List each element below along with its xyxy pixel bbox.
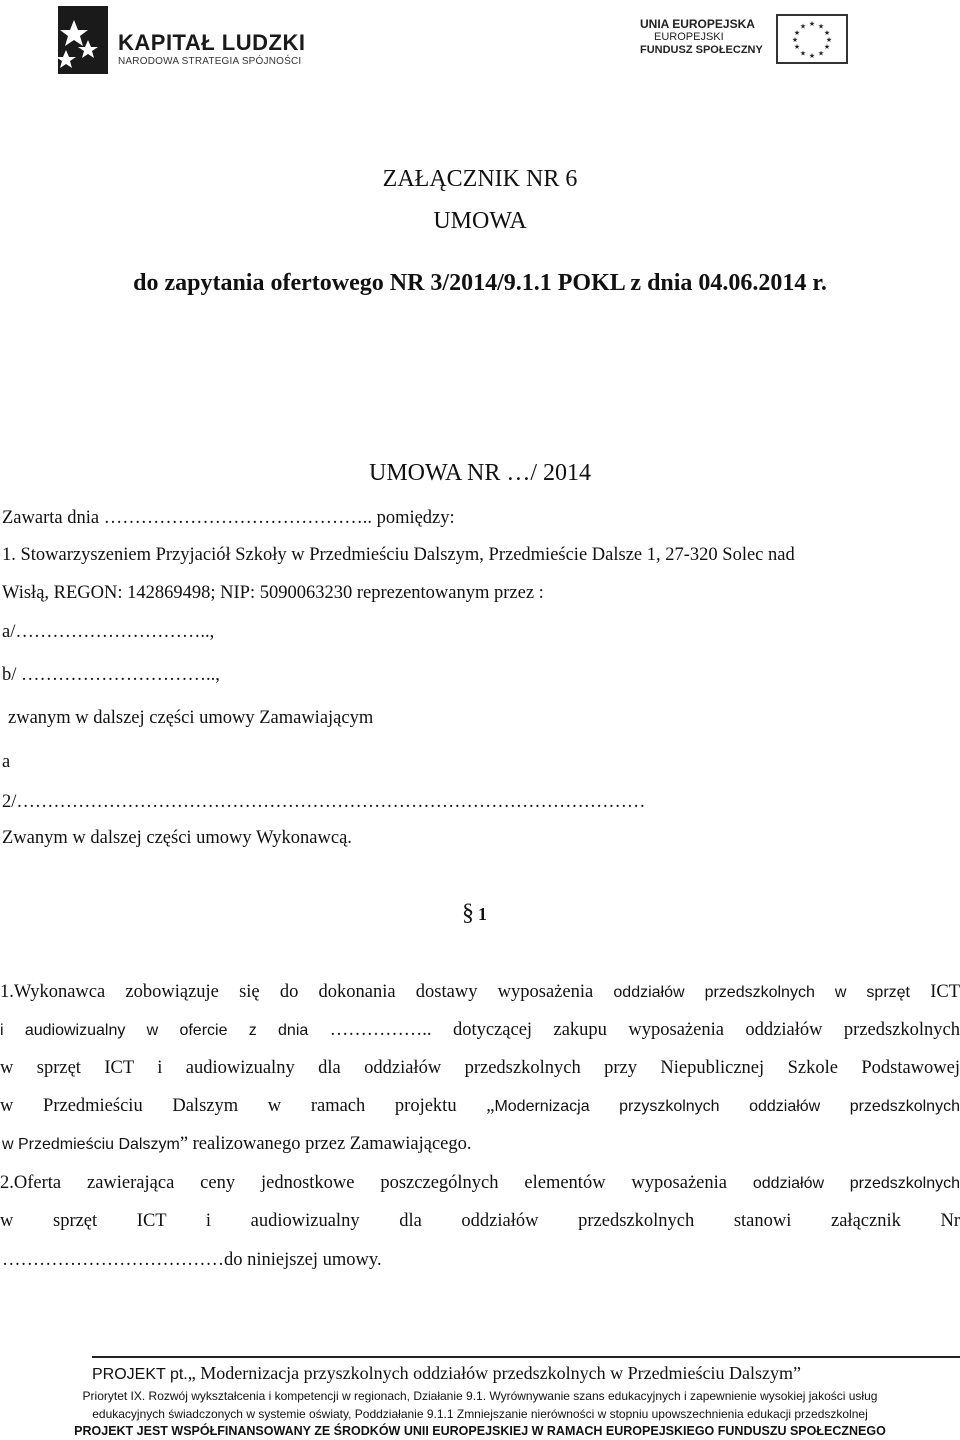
body-line-2: i audiowizualny w ofercie z dnia …………….. dotyczącej zakupu wyposażenia oddziałów przedszkolnych xyxy=(0,1020,960,1040)
eu-logo-line3: FUNDUSZ SPOŁECZNY xyxy=(640,44,763,56)
body-line-4: w Przedmieściu Dalszym w ramach projektu „Modernizacja przyszkolnych oddziałów przedszkolnych xyxy=(0,1096,960,1116)
contract-number: UMOWA NR …/ 2014 xyxy=(368,460,591,486)
body-line-1: 1.Wykonawca zobowiązuje się do dokonania dostawy wyposażenia oddziałów przedszkolnych w sprzęt ICT xyxy=(0,982,960,1002)
body-line-6: 2.Oferta zawierająca ceny jednostkowe poszczególnych elementów wyposażenia oddziałów przedszkolnych xyxy=(0,1173,960,1193)
svg-text:★: ★ xyxy=(799,22,807,31)
representative-b: b/ ………………………….., xyxy=(2,665,220,685)
eu-logo xyxy=(640,14,940,70)
body-line-3: w sprzęt ICT i audiowizualny dla oddziałów przedszkolnych przy Niepublicznej Szkole Podstawowej xyxy=(0,1058,960,1078)
footer-cofinancing-line: PROJEKT JEST WSPÓŁFINANSOWANY ZE ŚRODKÓW UNII EUROPEJSKIEJ W RAMACH EUROPEJSKIEGO FUNDUSZU SPOŁECZNEGO xyxy=(74,1424,886,1438)
svg-text:★: ★ xyxy=(808,20,816,28)
eu-logo-line1: UNIA EUROPEJSKA xyxy=(640,17,755,31)
footer-priority-line: Priorytet IX. Rozwój wykształcenia i kompetencji w regionach, Działanie 9.1. Wyrównywanie szans edukacyjnych i zapewnienie wysokiej jakości usług xyxy=(82,1389,878,1403)
section-heading xyxy=(462,900,487,927)
representative-a: a/………………………….., xyxy=(2,622,215,642)
svg-text:★: ★ xyxy=(817,22,825,31)
footer-divider xyxy=(92,1356,960,1358)
footer-project-line: PROJEKT pt.„ Modernizacja przyszkolnych oddziałów przedszkolnych w Przedmieściu Dalszym” xyxy=(92,1363,802,1383)
eu-logo-text xyxy=(640,18,763,57)
party2-line: 2/………………………………………………………………………………………… xyxy=(2,792,646,812)
svg-text:★: ★ xyxy=(799,49,807,58)
kapital-ludzki-title: KAPITAŁ LUDZKI xyxy=(118,30,306,55)
concluded-on-line: Zawarta dnia …………………………………….. pomiędzy: xyxy=(2,508,455,528)
eu-logo-line2: EUROPEJSKI xyxy=(654,31,724,43)
svg-text:★: ★ xyxy=(823,29,831,37)
body-line-8: ………………………………do niniejszej umowy. xyxy=(2,1250,382,1270)
svg-text:★: ★ xyxy=(793,43,801,51)
contractor-label: Zwanym w dalszej części umowy Wykonawcą. xyxy=(2,828,352,848)
party1-line1: 1. Stowarzyszeniem Przyjaciół Szkoły w Przedmieściu Dalszym, Przedmieście Dalsze 1, 27-320 Solec nad xyxy=(2,545,795,565)
contract-title: UMOWA xyxy=(433,208,527,234)
body-line-5: w Przedmieściu Dalszym” realizowanego przez Zamawiającego. xyxy=(2,1134,472,1154)
section-number: 1 xyxy=(478,904,487,924)
kapital-ludzki-subtitle: NARODOWA STRATEGIA SPÓJNOŚCI xyxy=(118,56,302,67)
section-symbol: § xyxy=(462,900,474,926)
party1-line2: Wisłą, REGON: 142869498; NIP: 5090063230 reprezentowanym przez : xyxy=(2,583,544,603)
svg-text:★: ★ xyxy=(825,36,833,44)
eu-flag-icon xyxy=(776,14,848,64)
ordering-party-label: zwanym w dalszej części umowy Zamawiającym xyxy=(8,708,374,728)
svg-text:★: ★ xyxy=(808,52,816,60)
kapital-ludzki-emblem-icon xyxy=(44,6,110,76)
svg-text:★: ★ xyxy=(793,29,801,37)
body-line-7: w sprzęt ICT i audiowizualny dla oddziałów przedszkolnych stanowi załącznik Nr xyxy=(0,1211,960,1231)
svg-text:★: ★ xyxy=(817,49,825,58)
annex-title: ZAŁĄCZNIK NR 6 xyxy=(382,166,578,192)
and-connector: a xyxy=(2,752,11,772)
inquiry-reference: do zapytania ofertowego NR 3/2014/9.1.1 POKL z dnia 04.06.2014 r. xyxy=(133,270,827,296)
kapital-ludzki-logo xyxy=(44,6,314,76)
footer-subaction-line: edukacyjnych świadczonych w systemie oświaty, Poddziałanie 9.1.1 Zmniejszanie nierówności w stopniu upowszechnienia edukacji przedszkolnej xyxy=(92,1407,868,1421)
svg-text:★: ★ xyxy=(791,36,799,44)
svg-text:★: ★ xyxy=(823,43,831,51)
